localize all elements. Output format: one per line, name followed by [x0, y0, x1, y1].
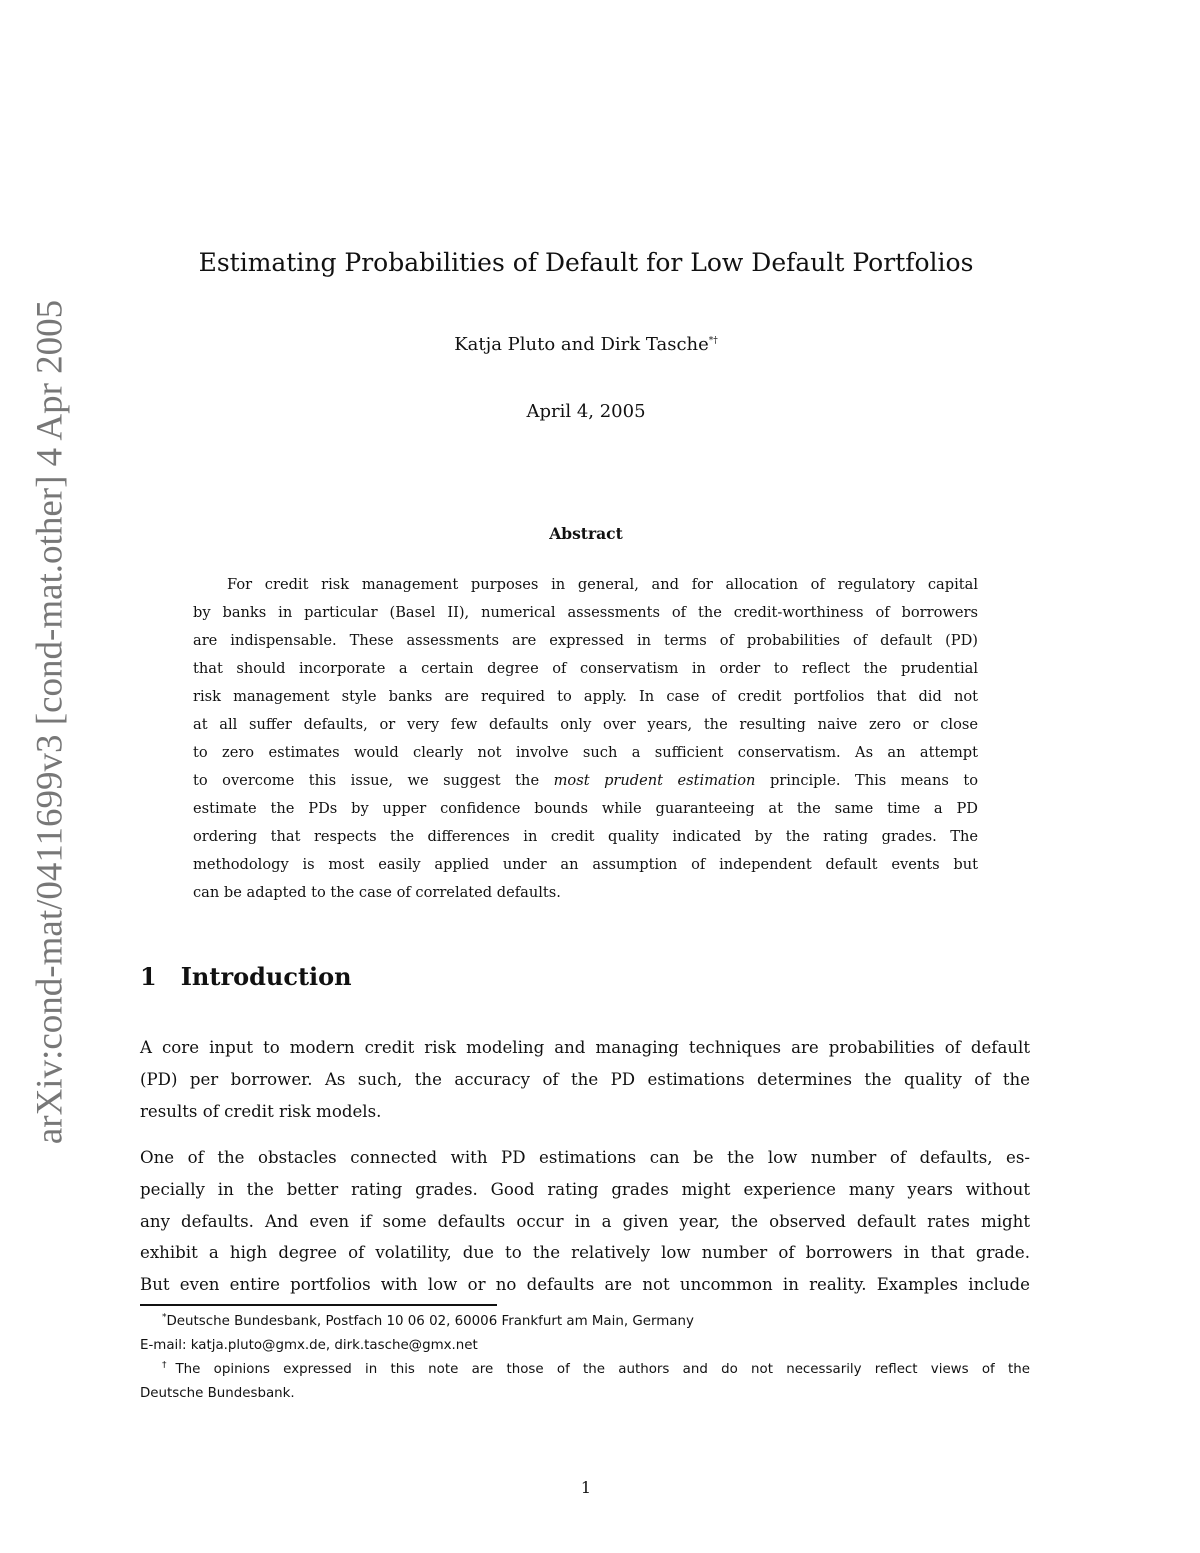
abstract-heading: Abstract [549, 524, 623, 543]
text-line: exhibit a high degree of volatility, due to the relatively low number of borrowers in that grade. [140, 1243, 1030, 1263]
paragraph-2 [140, 1142, 1030, 1301]
text-line: One of the obstacles connected with PD estimations can be the low number of defaults, es- [140, 1148, 1030, 1167]
footnote-email: E-mail: katja.pluto@gmx.de, dirk.tasche@gmx.net [140, 1338, 478, 1353]
abstract-text: to overcome this issue, we suggest the [193, 772, 554, 789]
footnotes [140, 1310, 1030, 1406]
footnote-text: The opinions expressed in this note are those of the authors and do not necessarily reflect views of the [175, 1362, 1030, 1377]
abstract-line: methodology is most easily applied under an assumption of independent default events but [193, 856, 978, 873]
authors [0, 334, 1172, 355]
text-line: results of credit risk models. [140, 1101, 382, 1121]
footnote-rule [140, 1304, 497, 1306]
author-names: Katja Pluto and Dirk Tasche [454, 334, 709, 355]
section-heading [140, 962, 376, 991]
footnote-2 [140, 1358, 1030, 1382]
abstract-line: that should incorporate a certain degree of conservatism in order to reflect the prudential [193, 660, 978, 677]
section-title: Introduction [180, 962, 352, 991]
abstract-line [193, 767, 978, 795]
abstract-line: to zero estimates would clearly not involve such a sufficient conservatism. As an attempt [193, 744, 978, 761]
text-line: But even entire portfolios with low or no defaults are not uncommon in reality. Examples include [140, 1275, 1030, 1295]
date: April 4, 2005 [526, 401, 646, 422]
text-line: pecially in the better rating grades. Good rating grades might experience many years without [140, 1179, 1030, 1199]
text-line: A core input to modern credit risk modeling and managing techniques are probabilities of default [140, 1038, 1030, 1057]
abstract-body [193, 571, 978, 907]
footnote-2-cont: Deutsche Bundesbank. [140, 1386, 295, 1401]
footnote-mark: * [162, 1312, 167, 1323]
text-line: any defaults. And even if some defaults occur in a given year, the observed default rates might [140, 1211, 1030, 1231]
abstract-text: principle. This means to [755, 772, 978, 789]
abstract-line: by banks in particular (Basel II), numerical assessments of the credit-worthiness of borrowers [193, 604, 978, 621]
arxiv-stamp: arXiv:cond-mat/0411699v3 [cond-mat.other] 4 Apr 2005 [29, 299, 71, 1145]
abstract-line: can be adapted to the case of correlated defaults. [193, 884, 561, 901]
footnote-1 [140, 1310, 1030, 1334]
paper-title: Estimating Probabilities of Default for Low Default Portfolios [198, 248, 974, 277]
abstract-line: are indispensable. These assessments are expressed in terms of probabilities of default (PD) [193, 632, 978, 649]
paragraph-1 [140, 1032, 1030, 1127]
abstract-line: at all suffer defaults, or very few defaults only over years, the resulting naive zero or close [193, 716, 978, 733]
section-number: 1 [140, 962, 157, 991]
abstract-line: estimate the PDs by upper confidence bounds while guaranteeing at the same time a PD [193, 800, 978, 817]
page-number: 1 [580, 1478, 592, 1497]
author-footnote-marks: *† [708, 336, 718, 346]
footnote-mark: † [162, 1360, 176, 1371]
abstract-line: For credit risk management purposes in general, and for allocation of regulatory capital [227, 576, 978, 593]
footnote-text: Deutsche Bundesbank, Postfach 10 06 02, 60006 Frankfurt am Main, Germany [166, 1314, 694, 1329]
emphasis: most prudent estimation [553, 772, 756, 789]
text-line: (PD) per borrower. As such, the accuracy of the PD estimations determines the quality of the [140, 1069, 1030, 1089]
abstract-line: ordering that respects the differences in credit quality indicated by the rating grades. The [193, 828, 978, 845]
abstract-line: risk management style banks are required to apply. In case of credit portfolios that did not [193, 688, 978, 705]
